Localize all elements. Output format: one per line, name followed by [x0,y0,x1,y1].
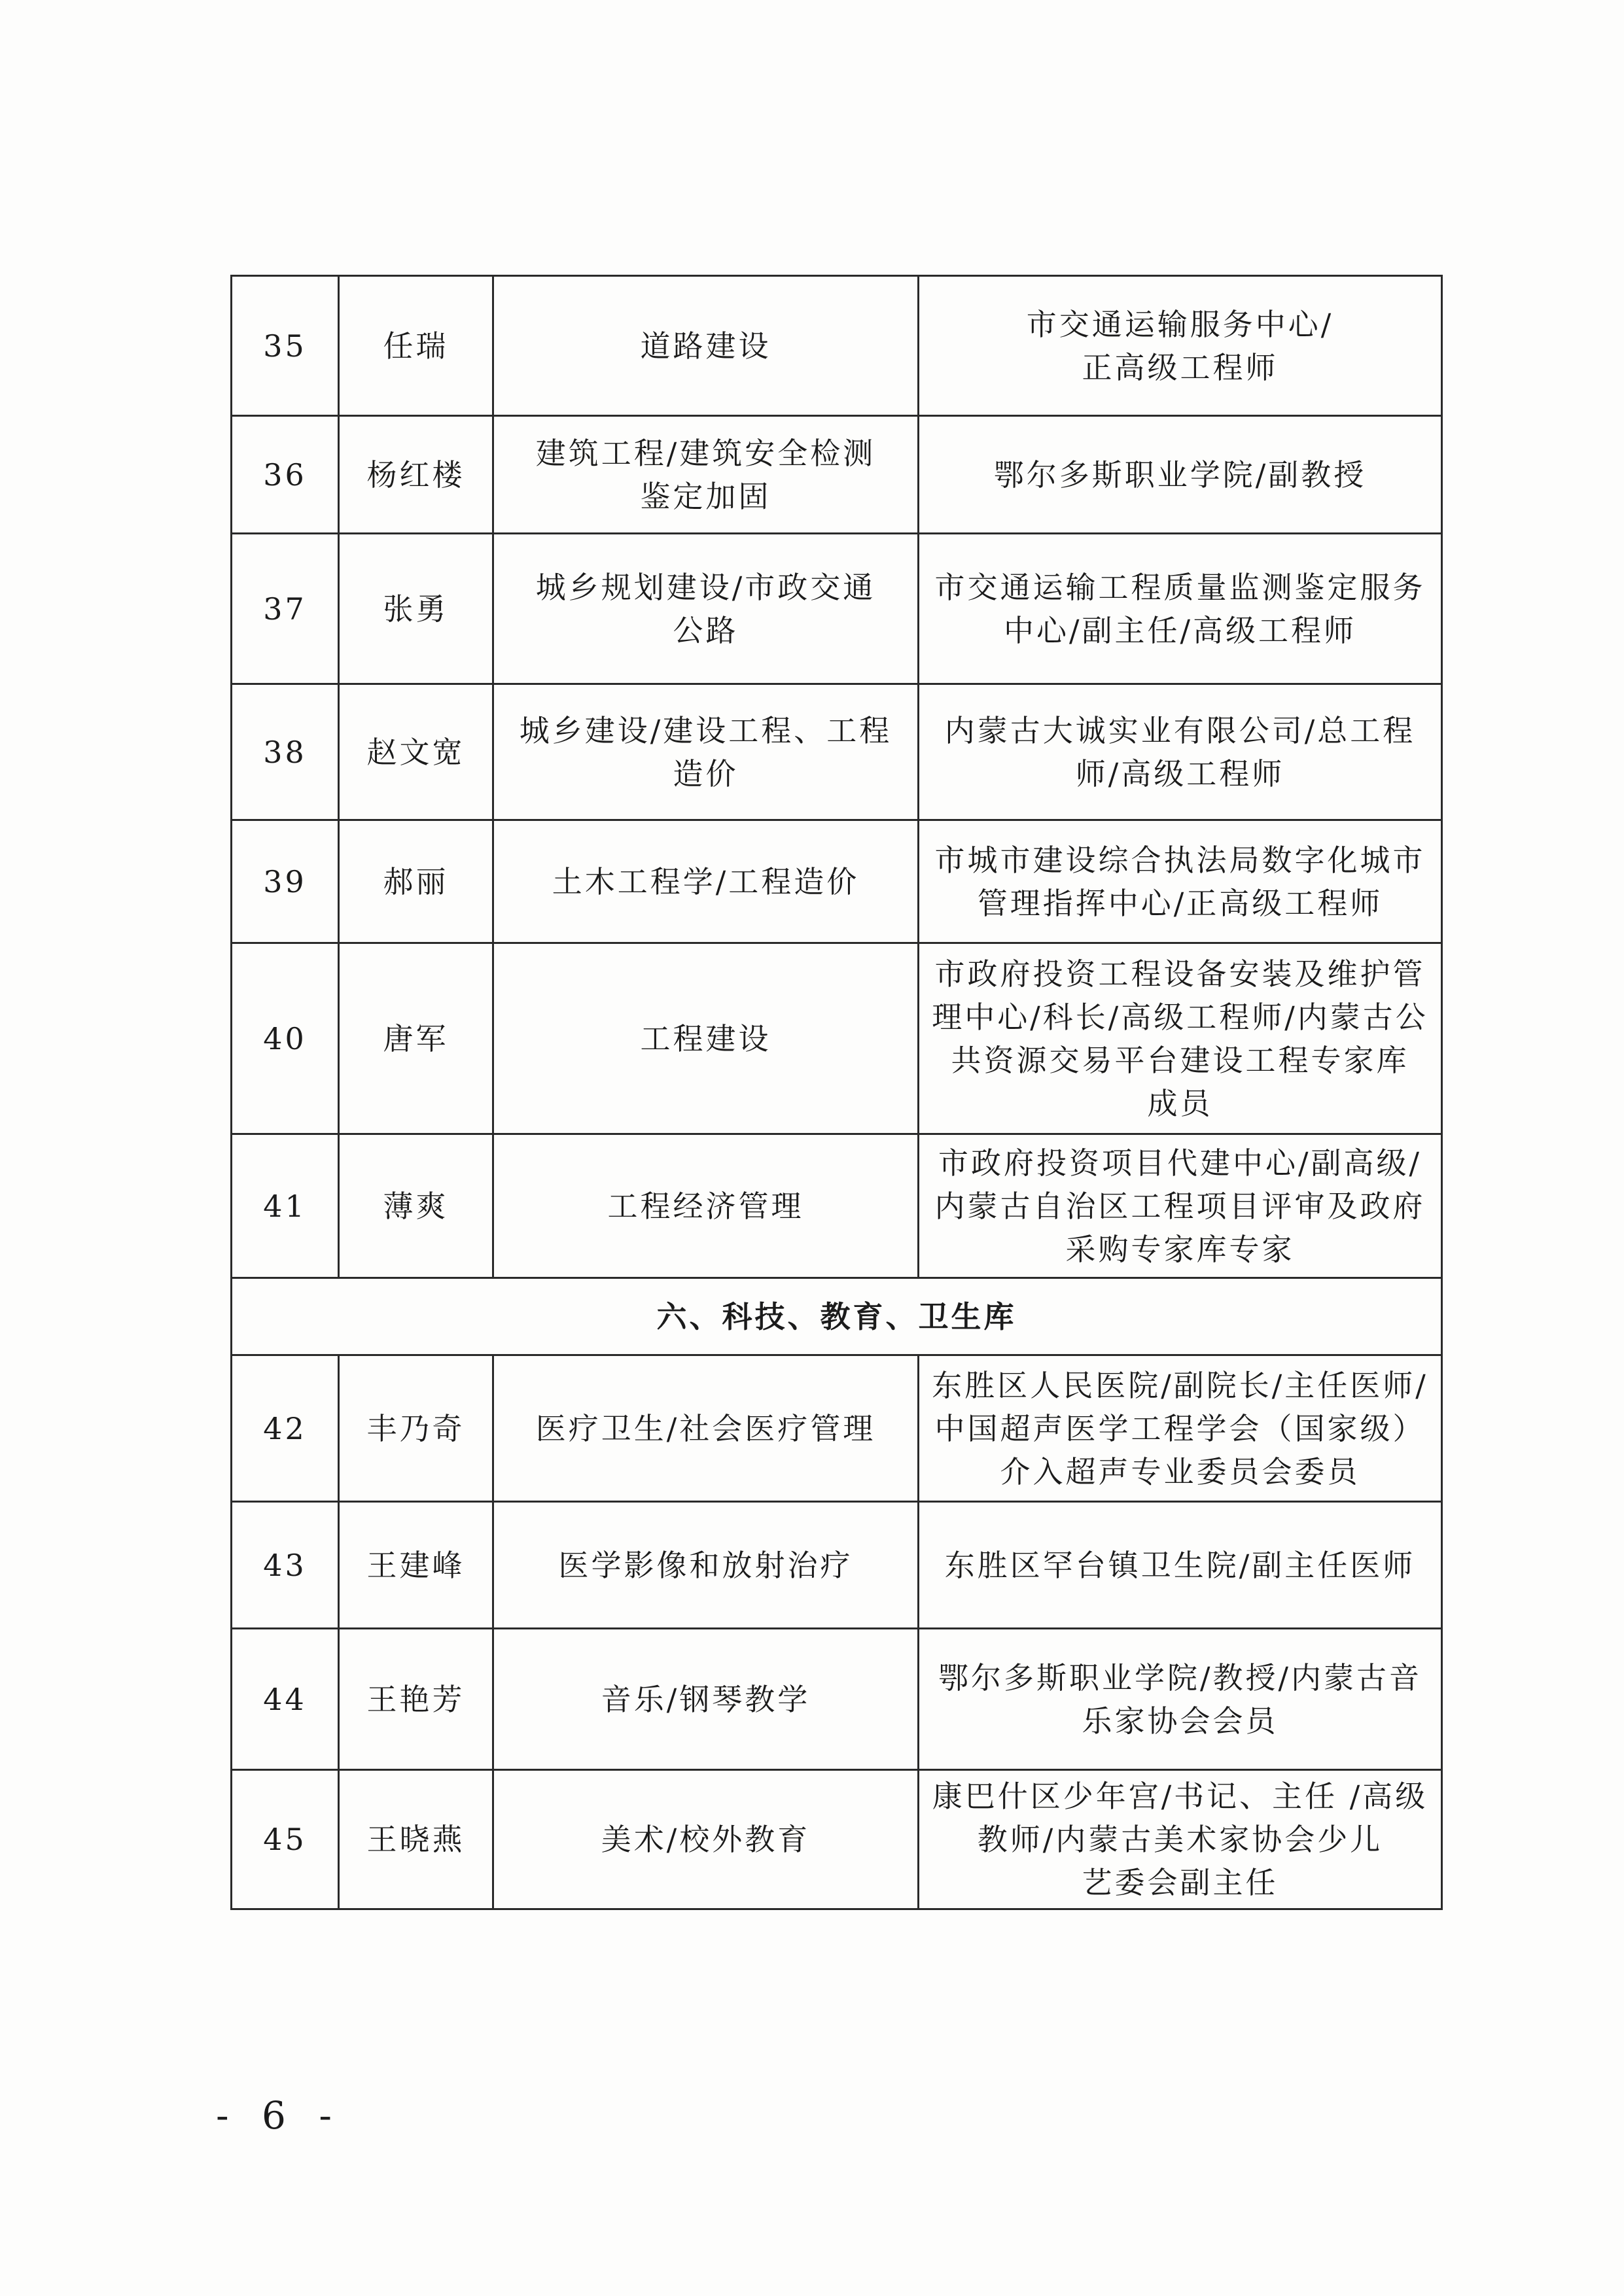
specialty-field-cell: 工程建设 [493,943,919,1134]
expert-name-cell: 郝丽 [339,820,493,943]
employer-title-cell: 市交通运输工程质量监测鉴定服务 中心/副主任/高级工程师 [919,534,1442,684]
employer-title-cell: 市政府投资项目代建中心/副高级/ 内蒙古自治区工程项目评审及政府 采购专家库专家 [919,1134,1442,1278]
employer-title-cell: 市交通运输服务中心/ 正高级工程师 [919,276,1442,416]
row-number-cell: 40 [232,943,339,1134]
specialty-field-cell: 医学影像和放射治疗 [493,1502,919,1629]
expert-name-cell: 王晓燕 [339,1770,493,1909]
row-number-cell: 42 [232,1355,339,1502]
expert-name-cell: 唐军 [339,943,493,1134]
row-number-cell: 45 [232,1770,339,1909]
row-number-cell: 38 [232,684,339,820]
employer-title-cell: 市城市建设综合执法局数字化城市 管理指挥中心/正高级工程师 [919,820,1442,943]
expert-name-cell: 薄爽 [339,1134,493,1278]
specialty-field-cell: 工程经济管理 [493,1134,919,1278]
table-row [232,534,1442,684]
specialty-field-cell: 医疗卫生/社会医疗管理 [493,1355,919,1502]
expert-name-cell: 任瑞 [339,276,493,416]
row-number-cell: 35 [232,276,339,416]
expert-name-cell: 王建峰 [339,1502,493,1629]
employer-title-cell: 康巴什区少年宫/书记、主任 /高级 教师/内蒙古美术家协会少儿 艺委会副主任 [919,1770,1442,1909]
specialty-field-cell: 城乡规划建设/市政交通 公路 [493,534,919,684]
specialty-field-cell: 建筑工程/建筑安全检测 鉴定加固 [493,416,919,534]
row-number-cell: 37 [232,534,339,684]
expert-name-cell: 丰乃奇 [339,1355,493,1502]
specialty-field-cell: 美术/校外教育 [493,1770,919,1909]
table-row [232,684,1442,820]
expert-roster-table [230,275,1443,1910]
row-number-cell: 41 [232,1134,339,1278]
employer-title-cell: 东胜区人民医院/副院长/主任医师/ 中国超声医学工程学会（国家级） 介入超声专业委员会委员 [919,1355,1442,1502]
section-title: 六、科技、教育、卫生库 [232,1278,1442,1355]
table-row [232,1770,1442,1909]
table-row [232,943,1442,1134]
employer-title-cell: 东胜区罕台镇卫生院/副主任医师 [919,1502,1442,1629]
table-row [232,276,1442,416]
row-number-cell: 43 [232,1502,339,1629]
employer-title-cell: 鄂尔多斯职业学院/副教授 [919,416,1442,534]
table-row [232,820,1442,943]
table-row [232,1502,1442,1629]
employer-title-cell: 鄂尔多斯职业学院/教授/内蒙古音 乐家协会会员 [919,1629,1442,1770]
table-row [232,1134,1442,1278]
expert-name-cell: 王艳芳 [339,1629,493,1770]
specialty-field-cell: 道路建设 [493,276,919,416]
table-row [232,1355,1442,1502]
row-number-cell: 36 [232,416,339,534]
employer-title-cell: 市政府投资工程设备安装及维护管 理中心/科长/高级工程师/内蒙古公 共资源交易平台建设工程专家库 成员 [919,943,1442,1134]
row-number-cell: 44 [232,1629,339,1770]
specialty-field-cell: 城乡建设/建设工程、工程 造价 [493,684,919,820]
employer-title-cell: 内蒙古大诚实业有限公司/总工程 师/高级工程师 [919,684,1442,820]
page-number: - 6 - [216,2093,342,2138]
specialty-field-cell: 土木工程学/工程造价 [493,820,919,943]
expert-name-cell: 张勇 [339,534,493,684]
expert-name-cell: 赵文宽 [339,684,493,820]
specialty-field-cell: 音乐/钢琴教学 [493,1629,919,1770]
row-number-cell: 39 [232,820,339,943]
roster-table-body [232,276,1442,1909]
table-row [232,416,1442,534]
section-header-row [232,1278,1442,1355]
expert-name-cell: 杨红楼 [339,416,493,534]
table-row [232,1629,1442,1770]
